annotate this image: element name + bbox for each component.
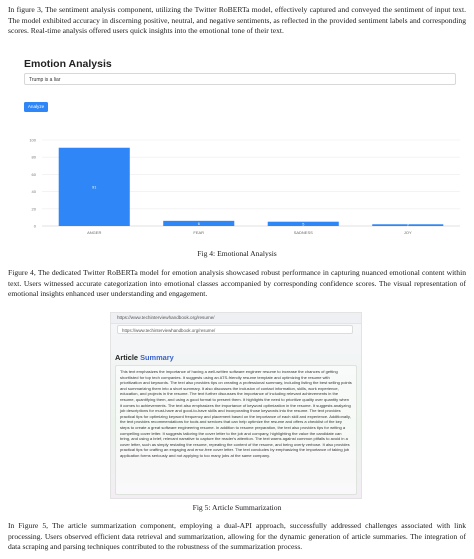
y-tick-label: 100	[29, 137, 36, 143]
heading-accent: Summary	[140, 353, 174, 362]
text-input[interactable]: Trump is a liar	[24, 73, 456, 85]
y-tick-label: 0	[33, 223, 36, 229]
y-tick-label: 40	[31, 189, 36, 195]
data-label: 5	[302, 222, 305, 227]
intro-paragraph: In figure 3, The sentiment analysis component, utilizing the Twitter RoBERTa model, effectively captured and conveyed the sentiment of input text. The model exhibited accuracy in discerning positive, neutral, and negative sentiments, as reflected in the provided sentiment labels and corresponding scores. Real-time analysis offered users quick insights into the emotional tone of their text.	[8, 5, 466, 36]
x-tick-label: JOY	[403, 230, 412, 235]
summary-text: This text emphasizes the importance of having a well-written software engineer resume to increase the chances of getting shortlisted for top tech companies. It suggests using an ATS-friendly resume template and optimizing the resume with prioritization and keywords. The text also provides tips on creating a professional summary, including listing the best selling points and summarizing them into a short summary. It also discusses the inclusion of contact information, skills, work experience, education, and projects in the resume. The text further discusses the importance of including relevant achievements in the resume, quantifying them, and using a good format to present them. It highlights the need to prioritize quality over quantity when it comes to achievements. The text also emphasizes the importance of keyword optimization in the resume. It suggests analyzing job descriptions for must-have and good-to-have skills and incorporating those keywords into the resume. The text provides practical tips for optimizing keyword frequency and placement based on the importance of each skill and experience. Additionally, the text provides recommendations for tools and services that can help optimize the resume and offers a checklist of the key steps to create a great software engineering resume. In addition to resume preparation, the text also provides tips for writing a compelling cover letter. It suggests tailoring the cover letter to the job and company, highlighting the value the candidate can bring, and using a brief, relevant narrative to capture the reader's attention. The text warns against common pitfalls to avoid in a cover letter, such as simply restating the resume, repeating the content of the resume, and being overly verbose. It also provides practical tips for crafting an engaging and error-free cover letter. The text concludes by emphasizing the importance of taking job application forms seriously and not applying to too many jobs at the same company.	[120, 369, 352, 458]
data-label: 2	[406, 223, 409, 228]
y-tick-label: 60	[31, 171, 36, 177]
x-tick-label: FEAR	[193, 230, 205, 235]
browser-tab-bar	[111, 313, 361, 324]
summary-box	[115, 365, 357, 495]
y-tick-label: 80	[31, 154, 36, 160]
article-summary-heading	[115, 353, 174, 362]
emotion-analysis-panel	[18, 58, 468, 244]
x-tick-label: SADNESS	[293, 230, 313, 235]
url-input[interactable]: https://www.techinterviewhandbook.org/resume/	[117, 325, 353, 334]
figure-5-caption: Fig 5: Article Summarization	[192, 503, 282, 512]
data-label: 91	[92, 185, 97, 190]
y-tick-label: 20	[31, 206, 36, 212]
emotion-bar-chart	[18, 136, 468, 244]
figure-5-paragraph: In Figure 5, The article summarization component, employing a dual-API approach, successfully addressed challenges associated with link processing. Users observed efficient data retrieval and summarization, allowing for the dynamic generation of article summaries. The integration of data scraping and parsing techniques contributed to the robustness of the summarization process.	[8, 521, 466, 552]
data-label: 6	[197, 221, 200, 226]
figure-4-paragraph: Figure 4, The dedicated Twitter RoBERTa model for emotion analysis showcased robust performance in capturing nuanced emotional content within text. Users witnessed accurate categorization into emotional classes accompanied by corresponding confidence scores. The visual representation of emotional insights enhanced user understanding and engagement.	[8, 268, 466, 299]
tab-url: https://www.techinterviewhandbook.org/resume/	[117, 315, 215, 320]
figure-4-caption: Fig 4: Emotional Analysis	[197, 249, 277, 258]
analyze-button[interactable]: Analyze	[24, 102, 48, 112]
article-summary-screenshot	[110, 312, 362, 499]
heading-plain: Article	[115, 353, 141, 362]
panel-title: Emotion Analysis	[24, 58, 112, 70]
x-tick-label: ANGER	[87, 230, 102, 235]
